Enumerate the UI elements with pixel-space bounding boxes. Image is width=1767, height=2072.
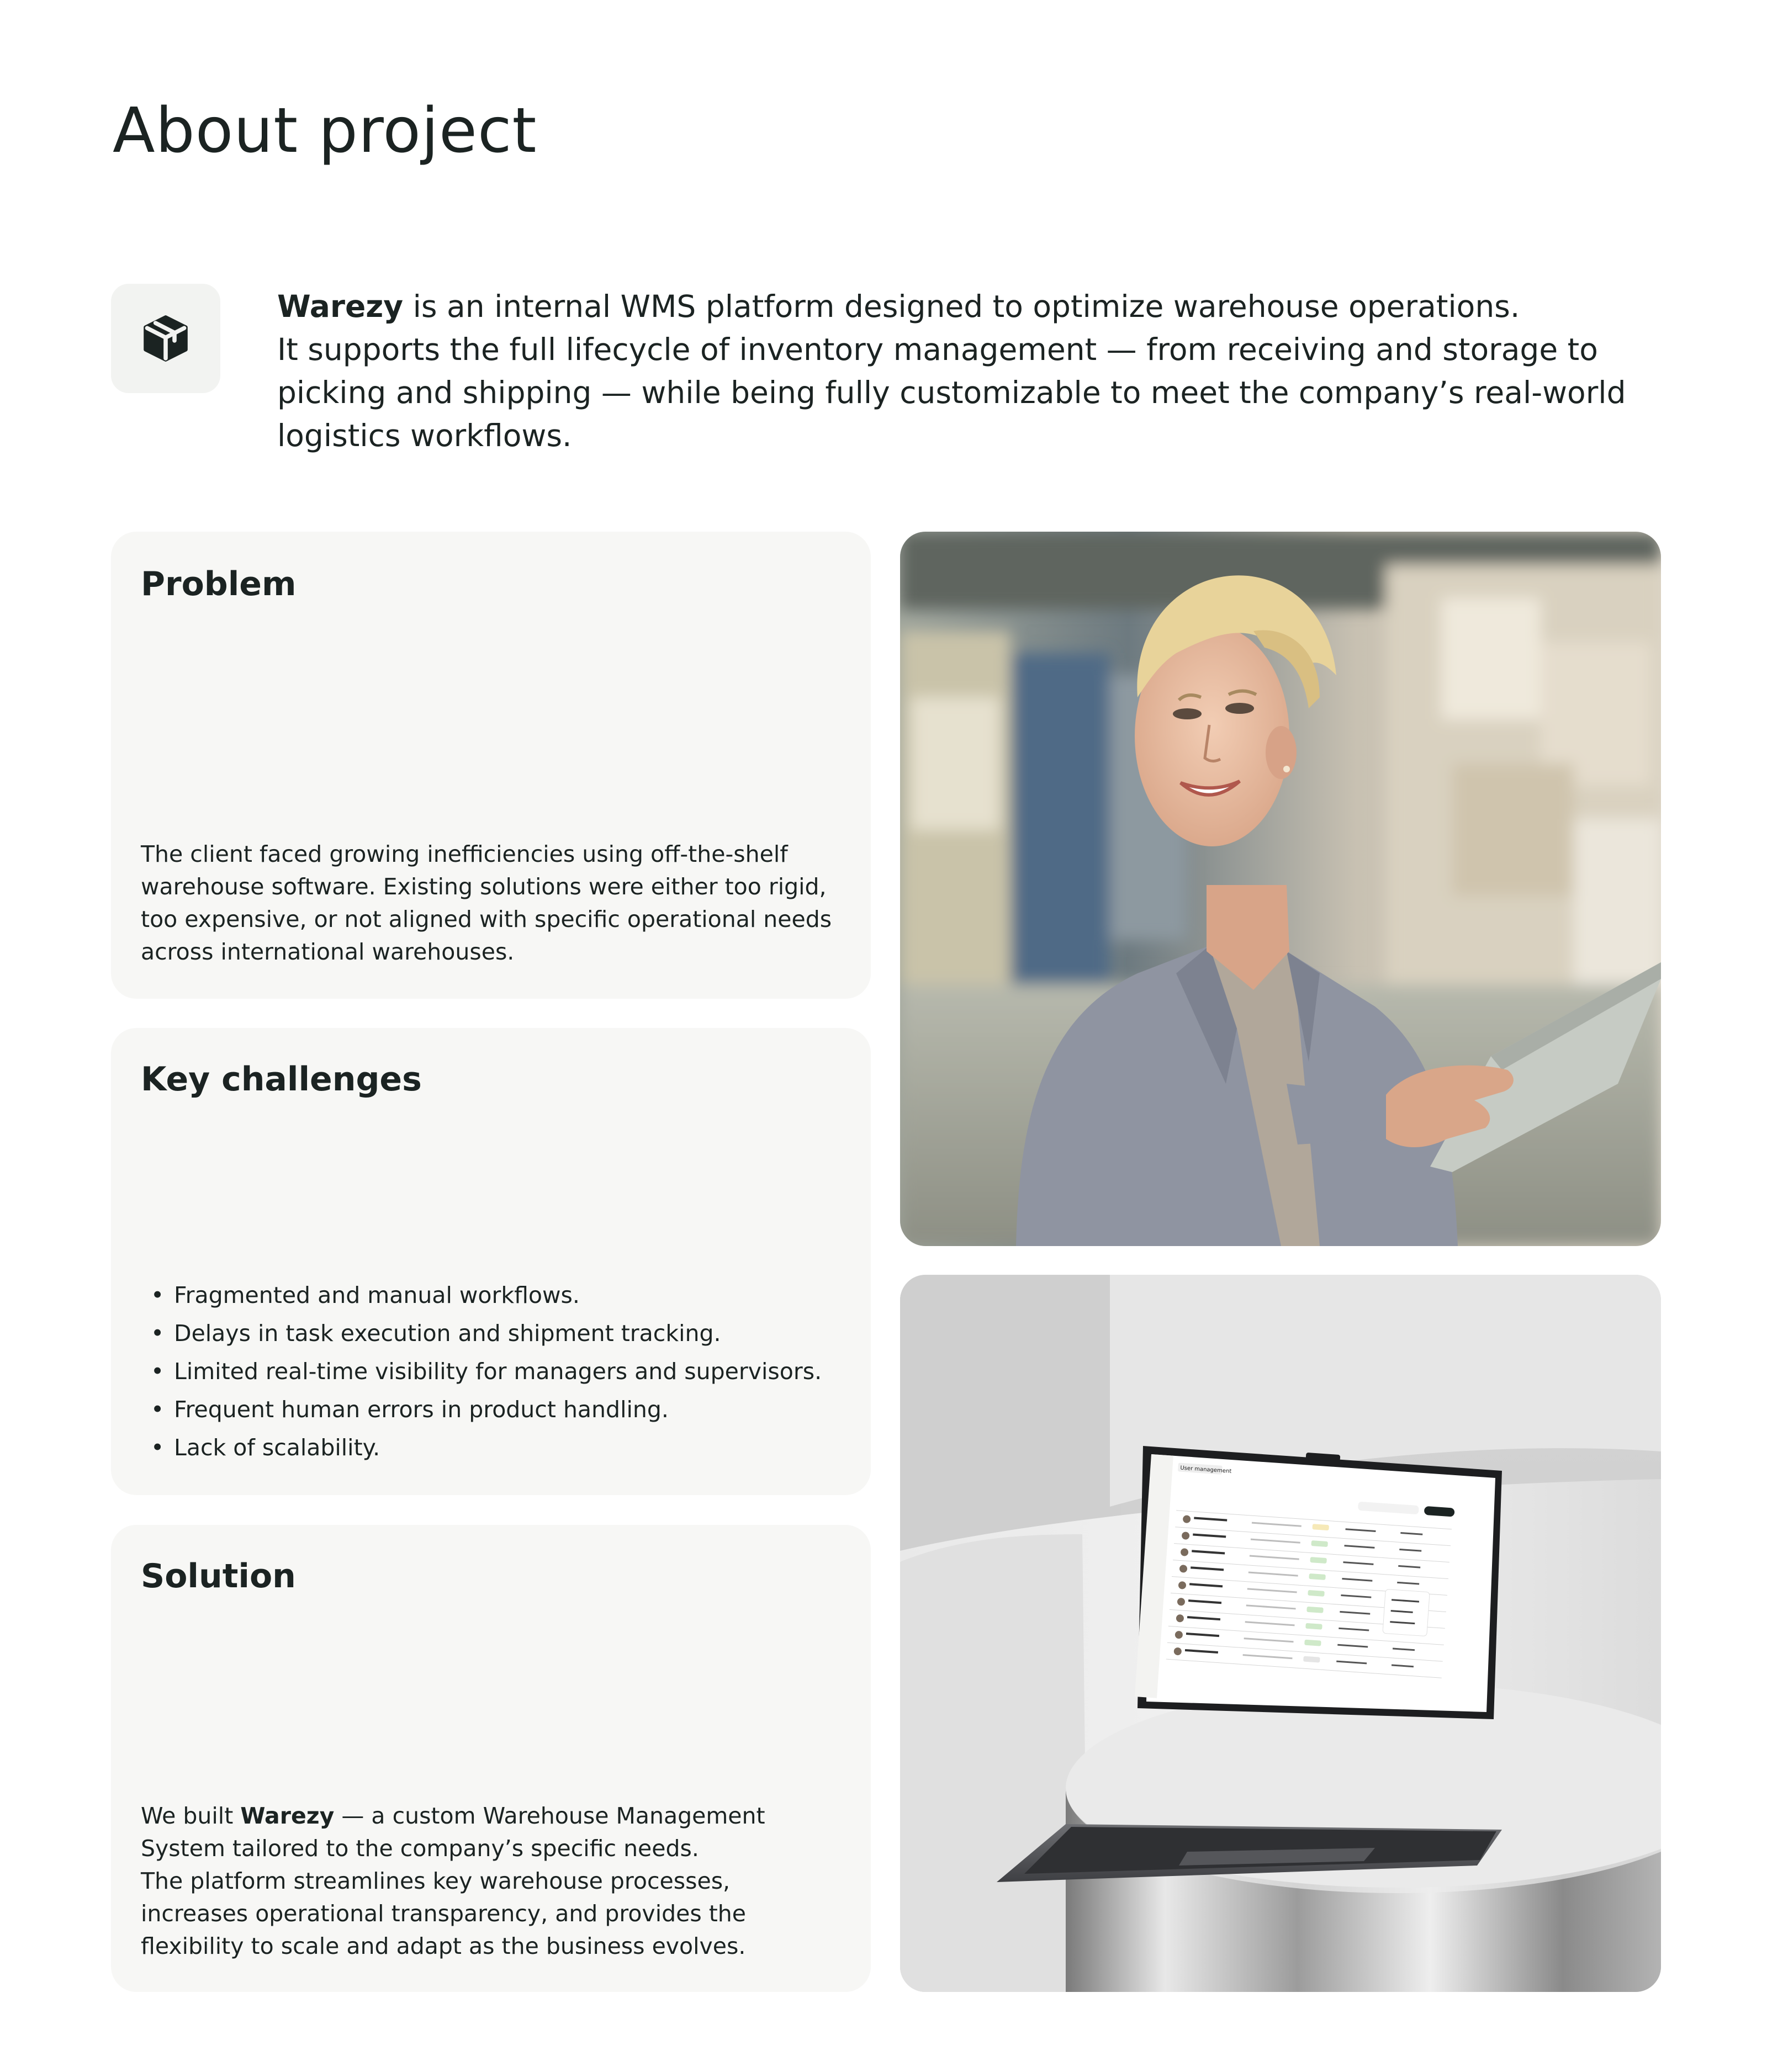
problem-text: The client faced growing inefficiencies using off-the-shelf warehouse software. Existing solutions were either too rigid, too expensive, or not aligned with specific operational needs across international warehouses.: [141, 841, 832, 965]
solution-heading: Solution: [141, 1557, 296, 1596]
challenges-card: [111, 1028, 871, 1495]
problem-card: [111, 532, 871, 999]
warehouse-woman-image: [900, 532, 1661, 1246]
page-title: About project: [113, 95, 537, 167]
intro-line1: is an internal WMS platform designed to optimize warehouse operations.: [403, 289, 1520, 324]
warehouse-photo: [900, 532, 1661, 1246]
solution-brand: Warezy: [240, 1803, 335, 1829]
intro-text: [277, 285, 1669, 457]
intro-brand: Warezy: [277, 289, 404, 324]
solution-text: [141, 1800, 838, 1963]
laptop-photo: [900, 1275, 1661, 1992]
laptop-app-title: User management: [1180, 1465, 1232, 1475]
list-item: • Delays in task execution and shipment tracking.: [141, 1315, 822, 1353]
list-item: • Limited real-time visibility for managers and supervisors.: [141, 1353, 822, 1391]
problem-heading: Problem: [141, 565, 297, 603]
laptop-mockup-image: [900, 1275, 1661, 1992]
challenges-list: [141, 1276, 822, 1467]
intro-icon-box: [111, 284, 220, 393]
package-box-icon: [139, 312, 192, 365]
intro-line2: It supports the full lifecycle of inventory management — from receiving and storage to picking and shipping — while being fully customizable to meet the company’s real-world logistics workflows.: [277, 332, 1626, 453]
solution-prefix: We built: [141, 1803, 241, 1829]
solution-text2: The platform streamlines key warehouse processes, increases operational transparency, and provides the flexibility to scale and adapt as the business evolves.: [141, 1868, 747, 1959]
challenges-heading: Key challenges: [141, 1060, 422, 1099]
solution-suffix: — a custom Warehouse Management System tailored to the company’s specific needs.: [141, 1803, 765, 1862]
solution-card: [111, 1525, 871, 1992]
list-item: • Lack of scalability.: [141, 1429, 822, 1467]
list-item: • Fragmented and manual workflows.: [141, 1276, 822, 1315]
list-item: • Frequent human errors in product handling.: [141, 1391, 822, 1429]
